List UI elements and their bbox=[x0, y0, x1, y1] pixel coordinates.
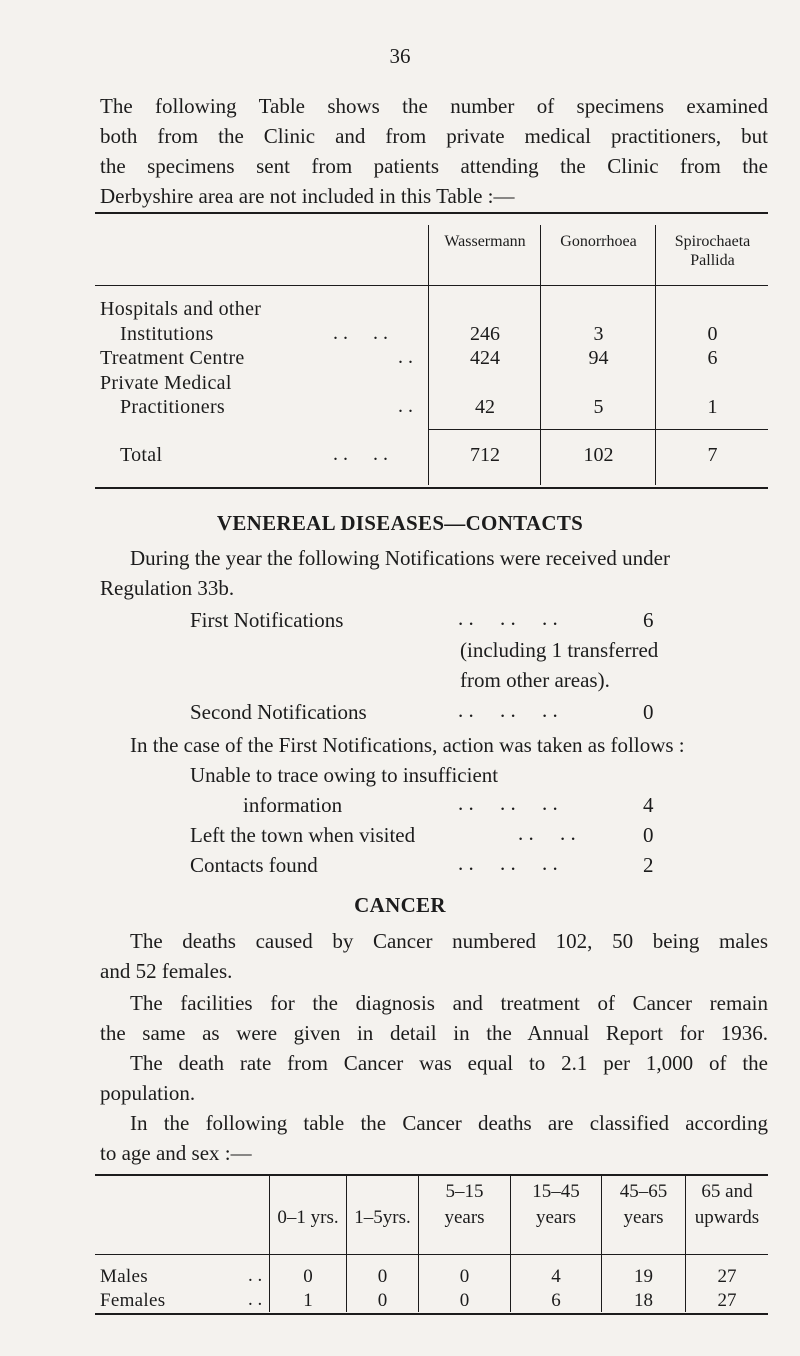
leader-dots: . . . . . . bbox=[458, 791, 558, 815]
table-col-divider bbox=[655, 225, 656, 485]
total-label: Total bbox=[120, 444, 163, 466]
leader-dots: . . bbox=[398, 395, 413, 417]
row-label: Treatment Centre bbox=[100, 347, 245, 369]
age-cell: 4 bbox=[551, 1266, 561, 1287]
cancer-heading: CANCER bbox=[354, 893, 446, 917]
leader-dots: . . . . . . bbox=[458, 851, 558, 875]
age-header: upwards bbox=[694, 1207, 760, 1228]
header-gonorrhoea: Gonorrhoea bbox=[560, 233, 637, 250]
table-top-rule bbox=[95, 1174, 768, 1176]
age-cell: 0 bbox=[459, 1266, 470, 1287]
table-cell: 5 bbox=[593, 396, 604, 418]
first-notifications-note: (including 1 transferred bbox=[460, 638, 659, 662]
age-cell: 27 bbox=[717, 1266, 737, 1287]
leader-dots: . . bbox=[248, 1265, 263, 1286]
row-label: Institutions bbox=[120, 323, 214, 345]
table-bottom-rule bbox=[95, 487, 768, 489]
row-label: Private Medical bbox=[100, 372, 232, 394]
total-cell: 102 bbox=[583, 444, 614, 466]
leader-dots: . . . . . . bbox=[458, 698, 558, 722]
intro-line: both from the Clinic and from private medical practitioners, but bbox=[100, 124, 768, 148]
table-cell: 6 bbox=[707, 347, 718, 369]
intro-paragraph bbox=[100, 91, 768, 211]
table-col-divider bbox=[428, 225, 429, 485]
venereal-intro: During the year the following Notifications were received under bbox=[130, 546, 670, 570]
first-notifications-label: First Notifications bbox=[190, 608, 344, 632]
table-cell: 0 bbox=[707, 323, 718, 345]
table-total-rule bbox=[428, 429, 768, 430]
action-item: Unable to trace owing to insufficient bbox=[190, 763, 499, 787]
action-item: Contacts found bbox=[190, 853, 318, 877]
header-wassermann: Wassermann bbox=[444, 233, 526, 250]
second-notifications-label: Second Notifications bbox=[190, 700, 367, 724]
leader-dots: . . . . bbox=[333, 322, 388, 344]
sex-label: Males bbox=[100, 1266, 148, 1287]
action-value: 4 bbox=[643, 793, 654, 817]
action-item: information bbox=[243, 793, 343, 817]
table-cell: 3 bbox=[593, 323, 604, 345]
sex-label: Females bbox=[100, 1290, 166, 1311]
age-header: 0–1 yrs. bbox=[277, 1207, 339, 1228]
table-cell: 94 bbox=[588, 347, 609, 369]
leader-dots: . . . . bbox=[333, 443, 388, 465]
cancer-paragraph: the same as were given in detail in the Annual Report for 1936. bbox=[100, 1021, 768, 1045]
intro-line: Derbyshire area are not included in this Table :— bbox=[100, 184, 515, 208]
page-number: 36 bbox=[389, 44, 411, 68]
action-value: 0 bbox=[643, 823, 654, 847]
age-cell: 19 bbox=[634, 1266, 653, 1287]
table-top-rule bbox=[95, 212, 768, 214]
action-item: Left the town when visited bbox=[190, 823, 416, 847]
leader-dots: . . bbox=[398, 346, 413, 368]
total-cell: 712 bbox=[470, 444, 500, 466]
age-header: 5–15 bbox=[445, 1181, 484, 1202]
intro-line: The following Table shows the number of specimens examined bbox=[100, 94, 768, 118]
age-header: 1–5yrs. bbox=[354, 1207, 411, 1228]
age-header: years bbox=[623, 1207, 664, 1228]
cancer-paragraph: The deaths caused by Cancer numbered 102, 50 being males bbox=[130, 929, 768, 953]
age-cell: 0 bbox=[377, 1266, 388, 1287]
cancer-paragraph: The facilities for the diagnosis and treatment of Cancer remain bbox=[130, 991, 768, 1015]
age-cell: 1 bbox=[303, 1290, 313, 1311]
leader-dots: . . bbox=[248, 1289, 263, 1310]
table-cell: 424 bbox=[470, 347, 500, 369]
table-col-divider bbox=[540, 225, 541, 485]
table-cell: 1 bbox=[707, 396, 718, 418]
venereal-intro: Regulation 33b. bbox=[100, 576, 235, 600]
age-cell: 0 bbox=[303, 1266, 313, 1287]
row-label: Hospitals and other bbox=[100, 298, 262, 320]
table-header-rule bbox=[95, 1254, 768, 1255]
cancer-paragraph: The death rate from Cancer was equal to 2.1 per 1,000 of the bbox=[130, 1051, 768, 1075]
cancer-paragraph: In the following table the Cancer deaths are classified according bbox=[130, 1111, 768, 1135]
leader-dots: . . . . . . bbox=[458, 606, 558, 630]
action-value: 2 bbox=[643, 853, 654, 877]
age-cell: 6 bbox=[551, 1290, 561, 1311]
table-cell: 42 bbox=[475, 396, 495, 418]
table-cell: 246 bbox=[470, 323, 500, 345]
first-notifications-value: 6 bbox=[643, 608, 654, 632]
age-header: years bbox=[535, 1207, 577, 1228]
intro-line: the specimens sent from patients attending the Clinic from the bbox=[100, 154, 768, 178]
age-cell: 18 bbox=[634, 1290, 653, 1311]
cancer-paragraph: and 52 females. bbox=[100, 959, 233, 983]
total-cell: 7 bbox=[707, 444, 718, 466]
first-notifications-note: from other areas). bbox=[460, 668, 610, 692]
age-cell: 0 bbox=[459, 1290, 470, 1311]
row-label: Practitioners bbox=[120, 396, 225, 418]
header-pallida: Pallida bbox=[690, 252, 735, 269]
age-header: 45–65 bbox=[619, 1181, 668, 1202]
cancer-paragraph: population. bbox=[100, 1081, 196, 1105]
header-spirochaeta: Spirochaeta bbox=[674, 233, 751, 250]
age-header: 15–45 bbox=[532, 1181, 580, 1202]
age-cell: 0 bbox=[377, 1290, 388, 1311]
table-header-rule bbox=[95, 285, 768, 286]
second-notifications-value: 0 bbox=[643, 700, 654, 724]
table-bottom-rule bbox=[95, 1313, 768, 1315]
age-header: years bbox=[444, 1207, 485, 1228]
cancer-paragraph: to age and sex :— bbox=[100, 1141, 252, 1165]
action-intro: In the case of the First Notifications, action was taken as follows : bbox=[130, 733, 685, 757]
age-cell: 27 bbox=[717, 1290, 737, 1311]
age-header: 65 and bbox=[701, 1181, 753, 1202]
leader-dots: . . . . bbox=[518, 821, 576, 845]
venereal-heading: VENEREAL DISEASES—CONTACTS bbox=[216, 511, 584, 535]
